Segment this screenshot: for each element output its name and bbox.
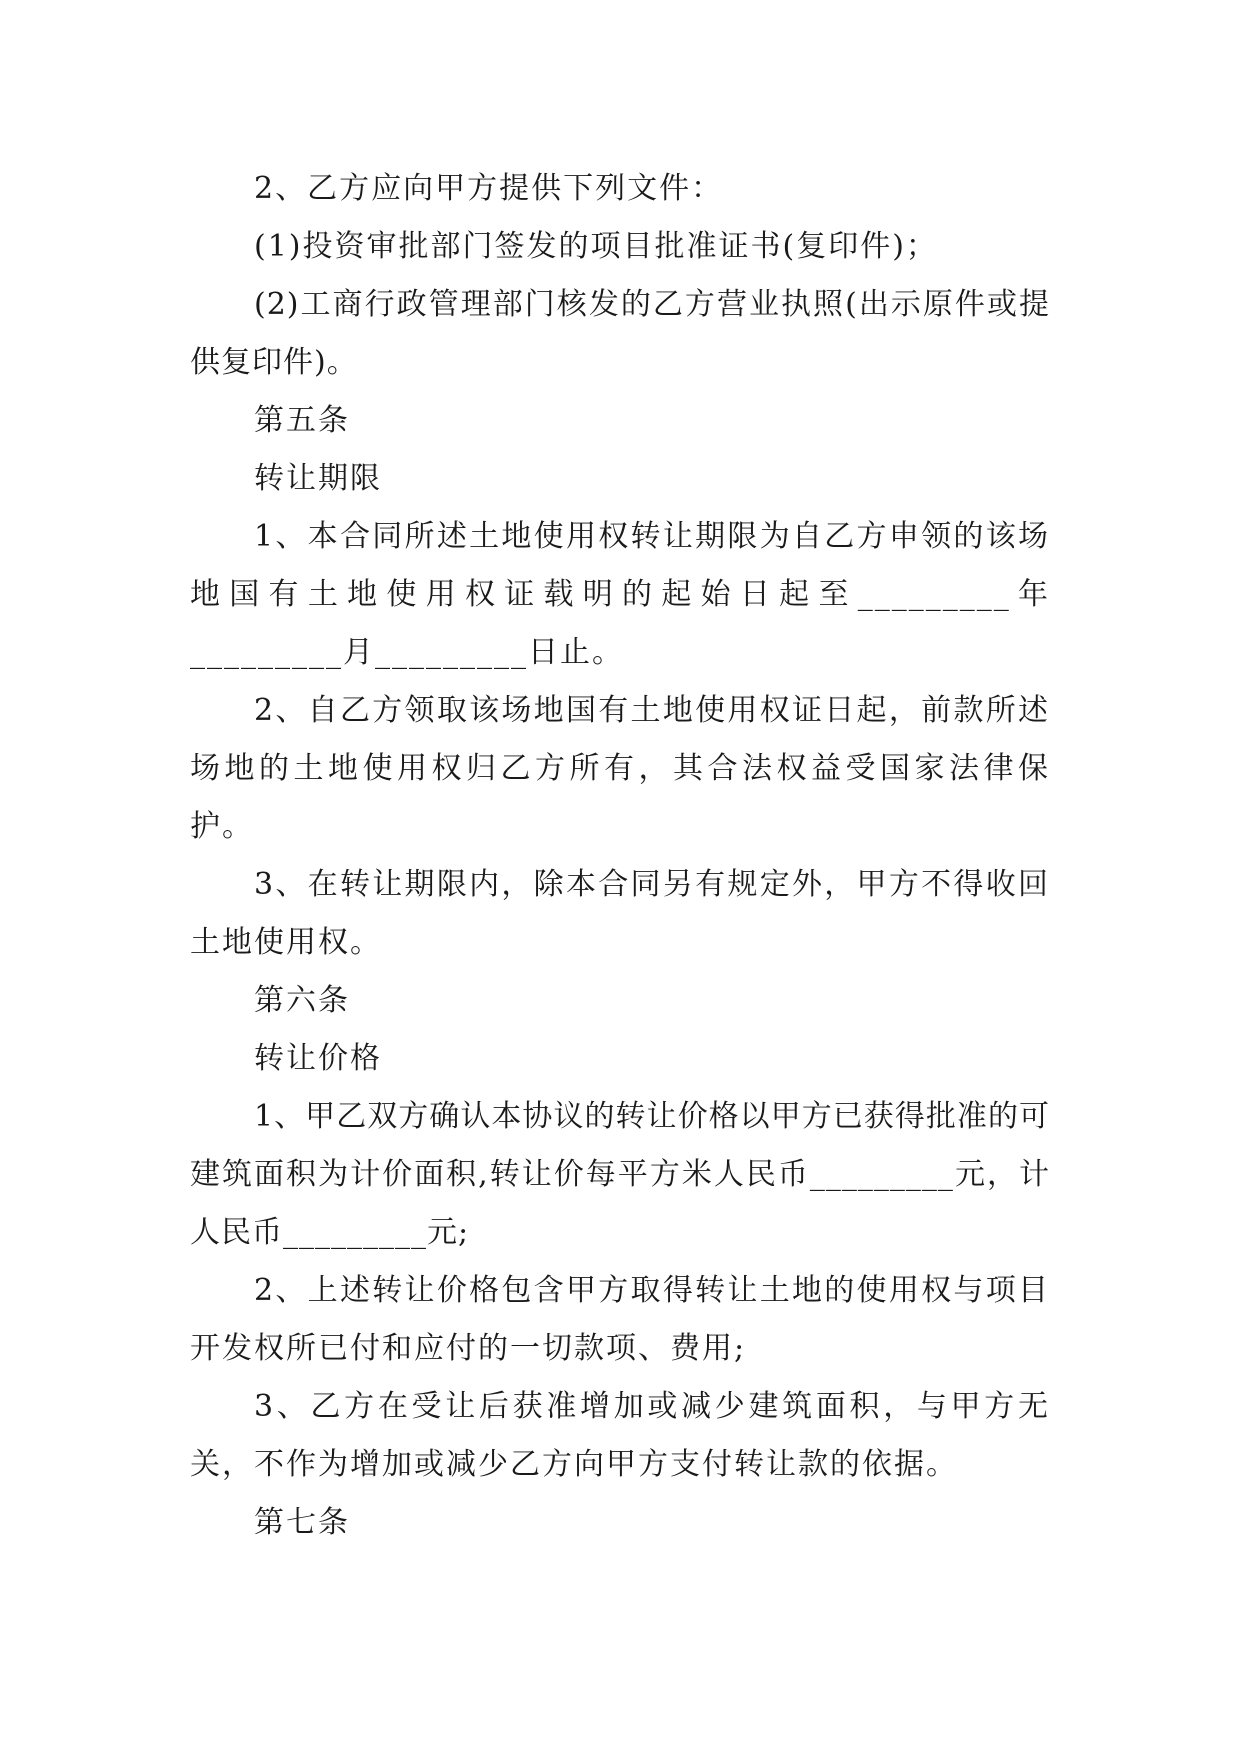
article-5-item-2: 2、自乙方领取该场地国有土地使用权证日起，前款所述场地的土地使用权归乙方所有，其合法权益受国家法律保护。 (190, 693, 1050, 844)
clause-4-item-2-1: (1)投资审批部门签发的项目批准证书(复印件)； (254, 229, 938, 264)
clause-4-item-2: 2、乙方应向甲方提供下列文件： (254, 171, 724, 206)
article-6-title: 转让价格 (254, 1041, 382, 1076)
article-5-item-1: 1、本合同所述土地使用权转让期限为自乙方申领的该场地国有土地使用权证载明的起始日起至_________年_________月_________日止。 (190, 519, 1050, 670)
article-6-heading: 第六条 (254, 983, 350, 1018)
article-7-heading: 第七条 (254, 1505, 350, 1540)
article-5-item-3: 3、在转让期限内，除本合同另有规定外，甲方不得收回土地使用权。 (190, 867, 1050, 960)
article-6-item-1: 1、甲乙双方确认本协议的转让价格以甲方已获得批准的可建筑面积为计价面积,转让价每平方米人民币_________元，计人民币_________元; (190, 1099, 1050, 1250)
clause-4-item-2-2: (2)工商行政管理部门核发的乙方营业执照(出示原件或提供复印件)。 (190, 287, 1050, 380)
document-body (190, 160, 1050, 1552)
article-5-heading: 第五条 (254, 403, 350, 438)
article-5-title: 转让期限 (254, 461, 382, 496)
article-6-item-2: 2、上述转让价格包含甲方取得转让土地的使用权与项目开发权所已付和应付的一切款项、费用; (190, 1273, 1050, 1366)
article-6-item-3: 3、乙方在受让后获准增加或减少建筑面积，与甲方无关，不作为增加或减少乙方向甲方支付转让款的依据。 (190, 1389, 1050, 1482)
